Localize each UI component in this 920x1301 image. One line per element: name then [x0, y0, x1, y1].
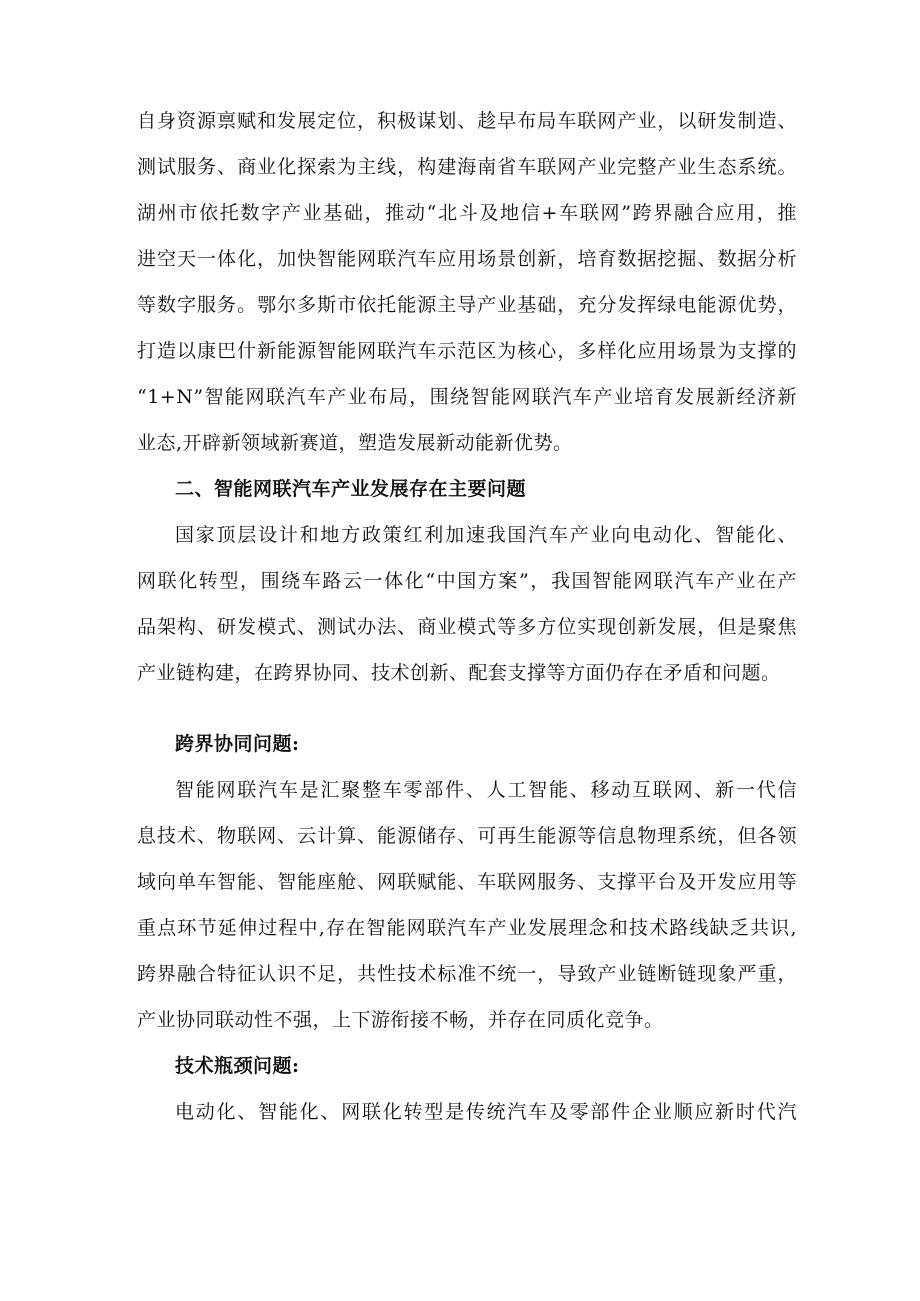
text-line: 息技术、物联网、云计算、能源储存、可再生能源等信息物理系统，但各领	[137, 825, 797, 847]
text-line: 品架构、研发模式、测试办法、商业模式等多方位实现创新发展，但是聚焦	[137, 616, 797, 638]
text-line: 打造以康巴什新能源智能网联汽车示范区为核心，多样化应用场景为支撑的	[137, 340, 797, 362]
text-line: 产业协同联动性不强，上下游衔接不畅，并存在同质化竞争。	[137, 1009, 664, 1031]
paragraph-1	[137, 108, 797, 456]
subheading-cross-border: 跨界协同问题:	[175, 733, 300, 755]
text-line: 网联化转型，围绕车路云一体化“中国方案”，我国智能网联汽车产业在产	[137, 570, 797, 592]
text-line: 进空天一体化，加快智能网联汽车应用场景创新，培育数据挖掘、数据分析	[137, 248, 797, 270]
text-line: 湖州市依托数字产业基础，推动“北斗及地信+车联网”跨界融合应用，推	[137, 202, 797, 224]
text-line: 测试服务、商业化探索为主线，构建海南省车联网产业完整产业生态系统。	[137, 156, 797, 178]
text-line: 产业链构建，在跨界协同、技术创新、配套支撑等方面仍存在矛盾和问题。	[137, 662, 781, 684]
paragraph-2	[137, 522, 797, 686]
text-line: 业态,开辟新领域新赛道，塑造发展新动能新优势。	[137, 432, 573, 454]
text-line: 电动化、智能化、网联化转型是传统汽车及零部件企业顺应新时代汽	[175, 1101, 797, 1123]
paragraph-4	[137, 1099, 797, 1125]
text-line: 国家顶层设计和地方政策红利加速我国汽车产业向电动化、智能化、	[175, 524, 797, 546]
text-line: 跨界融合特征认识不足，共性技术标准不统一，导致产业链断链现象严重，	[137, 963, 797, 985]
subheading-tech-bottleneck: 技术瓶颈问题:	[175, 1055, 300, 1077]
text-line: “1+N”智能网联汽车产业布局，围绕智能网联汽车产业培育发展新经济新	[137, 386, 797, 408]
text-line: 智能网联汽车是汇聚整车零部件、人工智能、移动互联网、新一代信	[175, 779, 797, 801]
text-line: 自身资源禀赋和发展定位，积极谋划、趁早布局车联网产业，以研发制造、	[137, 110, 797, 132]
section-heading: 二、智能网联汽车产业发展存在主要问题	[175, 478, 527, 500]
paragraph-3	[137, 777, 797, 1033]
text-line: 重点环节延伸过程中,存在智能网联汽车产业发展理念和技术路线缺乏共识,	[137, 917, 797, 939]
document-page	[137, 108, 797, 1125]
text-line: 等数字服务。鄂尔多斯市依托能源主导产业基础，充分发挥绿电能源优势，	[137, 294, 797, 316]
text-line: 域向单车智能、智能座舱、网联赋能、车联网服务、支撑平台及开发应用等	[137, 871, 797, 893]
